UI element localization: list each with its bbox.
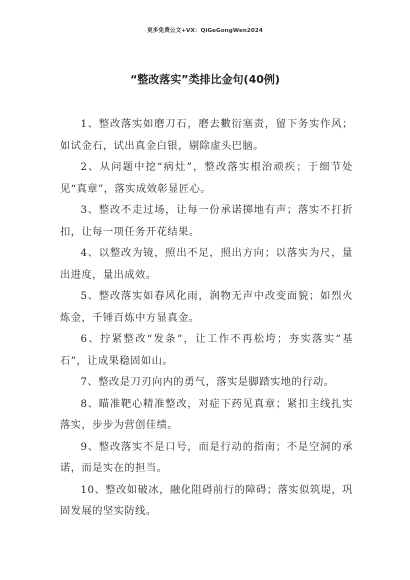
- paragraph-4: 4、以整改为镜，照出不足，照出方向；以落实为尺，量出进度，量出成效。: [60, 248, 353, 281]
- paragraph-list: [60, 114, 353, 523]
- paragraph-6: 6、拧紧整改“发条”，让工作不再松垮；夯实落实“基石”，让成果稳固如山。: [60, 334, 353, 367]
- header-note: 更多免费公文+VX：QiGeGongWen2024: [147, 28, 263, 34]
- document-title: “整改落实”类排比金句(40例): [130, 73, 280, 86]
- paragraph-7: 7、整改是刀刃向内的勇气，落实是脚踏实地的行动。: [80, 377, 335, 388]
- paragraph-1: 1、整改落实如磨刀石，磨去數衍塞责，留下务实作风；如试金石，试出真金白银，剔除虚头巴脑。: [60, 119, 353, 152]
- paragraph-8: 8、瞄准靶心精准整改，对症下药见真章；紧扣主线扎实落实，步步为营创佳绩。: [60, 398, 353, 431]
- paragraph-3: 3、整改不走过场，让每一份承诺掷地有声；落实不打折扣，让每一项任务开花结果。: [60, 205, 353, 238]
- paragraph-9: 9、整改落实不是口号，而是行动的指南；不是空洞的承诺，而是实在的担当。: [60, 441, 353, 474]
- paragraph-5: 5、整改落实如春风化雨，润物无声中改变面貌；如烈火炼金，千锤百炼中方显真金。: [60, 291, 353, 324]
- paragraph-2: 2、从问题中挖“病灶”，整改落实根治顽疾；于细节处见“真章”，落实成效彰显匠心。: [60, 162, 353, 195]
- paragraph-10: 10、整改如破冰，融化阻碍前行的障碍；落实似筑堤，巩固发展的坚实防线。: [60, 484, 353, 517]
